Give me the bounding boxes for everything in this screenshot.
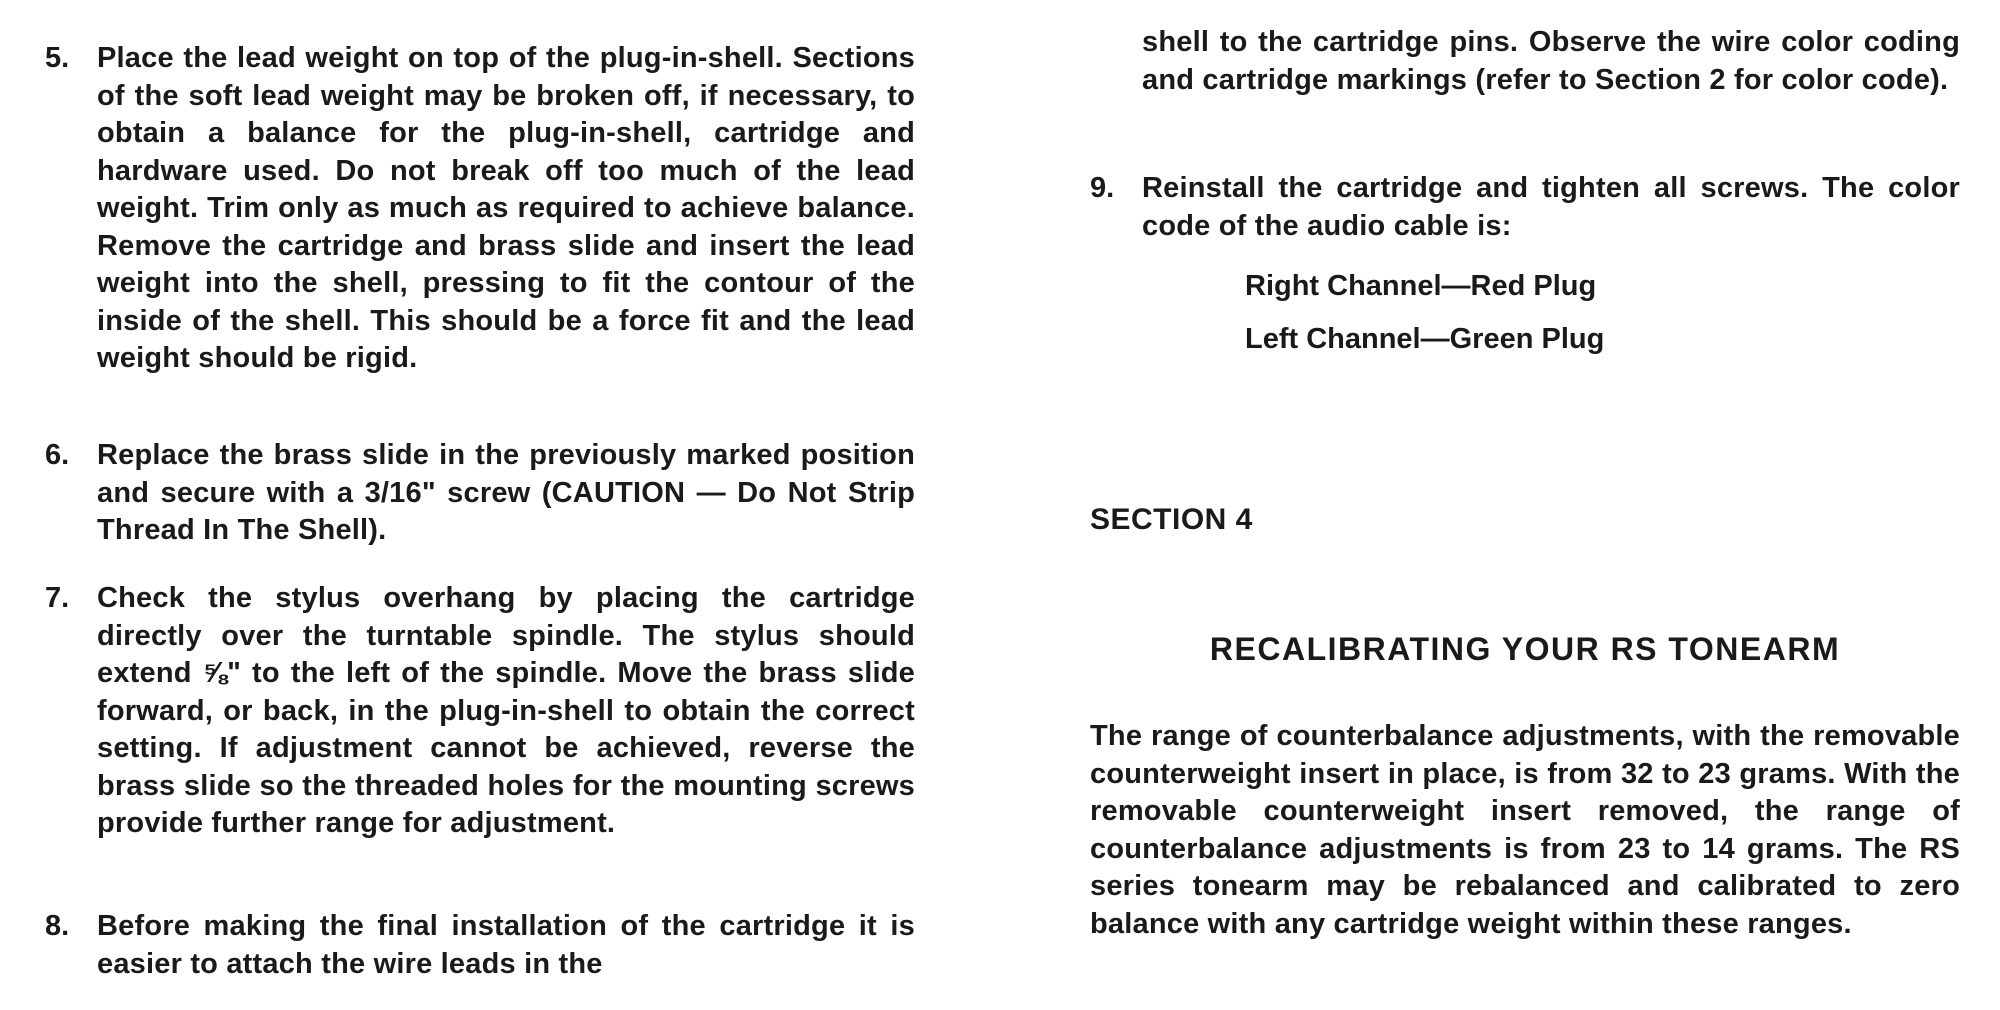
section-title: RECALIBRATING YOUR RS TONEARM [1209,631,1841,667]
section-body: The range of counterbalance adjustments, with the removable counterweight insert in place, is from 32 to 23 grams. With the removable counterweight insert removed, the range of counterbalance adjustments is from 23 to 14 grams. The RS series tonearm may be rebalanced and calibrated to zero balance with any cartridge weight within these ranges. [1090,720,1960,940]
left-channel-label: Left Channel—Green Plug [1245,323,1605,355]
step-text: Replace the brass slide in the previously marked position and secure with a 3/16" screw (CAUTION — Do Not Strip Thread In The Shell). [97,439,915,546]
step-number: 9. [1090,172,1115,204]
step-number: 7. [45,582,70,614]
step-8-continuation: shell to the cartridge pins. Observe the wire color coding and cartridge markings (refer to Section 2 for color code). [1142,26,1960,96]
section-heading: SECTION 4 [1090,503,1253,536]
step-number: 8. [45,910,70,942]
step-number: 6. [45,439,70,471]
step-text: Check the stylus overhang by placing the cartridge directly over the turntable spindle. The stylus should extend ⅝" to the left of the spindle. Move the brass slide forward, or back, in the plug-in-shell to obtain the correct setting. If adjustment cannot be achieved, reverse the brass slide so the threaded holes for the mounting screws provide further range for adjustment. [97,582,915,839]
step-text: Before making the final installation of the cartridge it is easier to attach the wire leads in the [97,910,915,980]
step-text: Reinstall the cartridge and tighten all screws. The color code of the audio cable is: [1142,172,1960,242]
right-channel-label: Right Channel—Red Plug [1245,270,1597,302]
step-text: Place the lead weight on top of the plug-in-shell. Sections of the soft lead weight may be broken off, if necessary, to obtain a balance for the plug-in-shell, cartridge and hardware used. Do not break off too much of the lead weight. Trim only as much as required to achieve balance. Remove the cartridge and brass slide and insert the lead weight into the shell, pressing to fit the contour of the inside of the shell. This should be a force fit and the lead weight should be rigid. [97,42,915,374]
step-number: 5. [45,42,70,74]
